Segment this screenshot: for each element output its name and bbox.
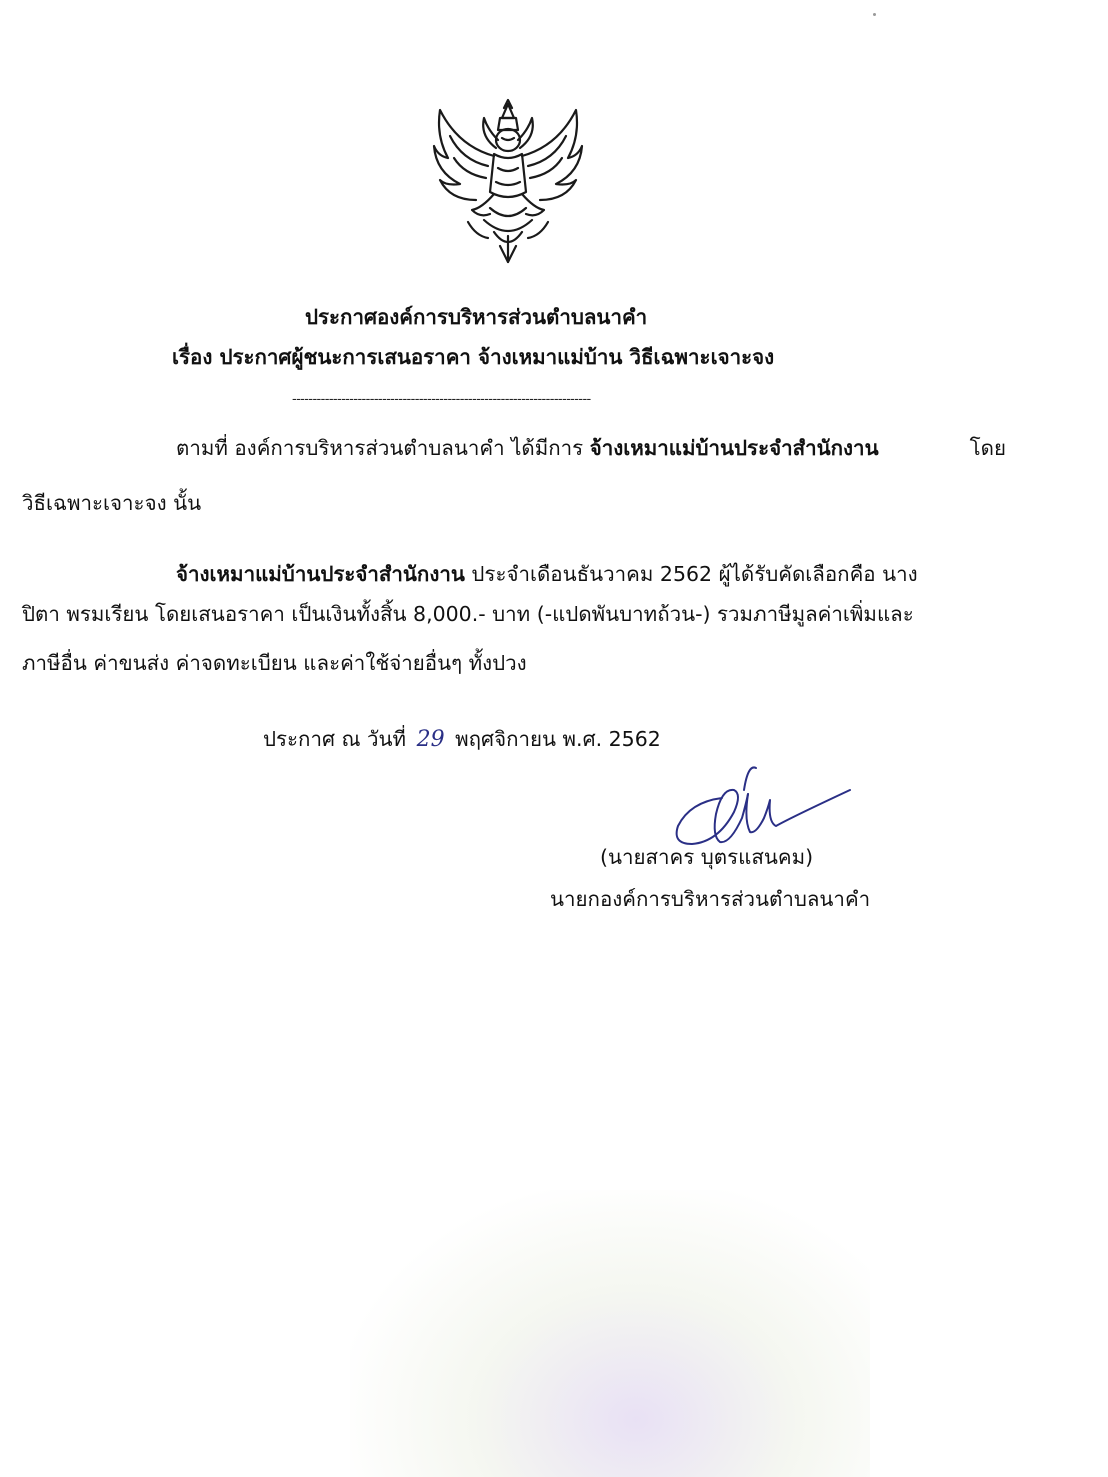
- scan-color-tint: [350, 1190, 870, 1477]
- paragraph-2-bold: จ้างเหมาแม่บ้านประจำสำนักงาน: [176, 562, 465, 586]
- paragraph-2-line-1: [176, 560, 1006, 588]
- signer-name: (นายสาคร บุตรแสนคม): [600, 845, 814, 869]
- paragraph-2-line-3: ภาษีอื่น ค่าขนส่ง ค่าจดทะเบียน และค่าใช้จ่ายอื่นๆ ทั้งปวง: [22, 651, 527, 675]
- announcement-date: [263, 725, 661, 754]
- signer-position: นายกองค์การบริหารส่วนตำบลนาคำ: [550, 887, 871, 911]
- scan-speck: [873, 13, 876, 16]
- date-prefix: ประกาศ ณ วันที่: [263, 727, 407, 751]
- paragraph-1-line-1: [176, 434, 1006, 462]
- title-divider: -------------------------------------------------------------------------: [292, 392, 591, 407]
- paragraph-2-line-1-rest: ประจำเดือนธันวาคม 2562 ผู้ได้รับคัดเลือกคือ นาง: [471, 562, 918, 586]
- announcement-subject: เรื่อง ประกาศผู้ชนะการเสนอราคา จ้างเหมาแม่บ้าน วิธีเฉพาะเจาะจง: [172, 345, 775, 369]
- announcement-title: ประกาศองค์การบริหารส่วนตำบลนาคำ: [305, 305, 648, 329]
- paragraph-1-tail: โดย: [969, 436, 1006, 460]
- date-day-handwritten: 29: [416, 727, 445, 752]
- paragraph-1-line-2: วิธีเฉพาะเจาะจง นั้น: [22, 491, 202, 515]
- paragraph-1-bold: จ้างเหมาแม่บ้านประจำสำนักงาน: [589, 436, 879, 460]
- garuda-emblem-icon: [428, 96, 588, 266]
- date-suffix: พฤศจิกายน พ.ศ. 2562: [455, 727, 661, 751]
- paragraph-2-line-2: ปิตา พรมเรียน โดยเสนอราคา เป็นเงินทั้งสิ้น 8,000.- บาท (-แปดพันบาทถ้วน-) รวมภาษีมูลค่าเพิ่มและ: [22, 602, 914, 626]
- paragraph-1-lead: ตามที่ องค์การบริหารส่วนตำบลนาคำ ได้มีการ: [176, 436, 584, 460]
